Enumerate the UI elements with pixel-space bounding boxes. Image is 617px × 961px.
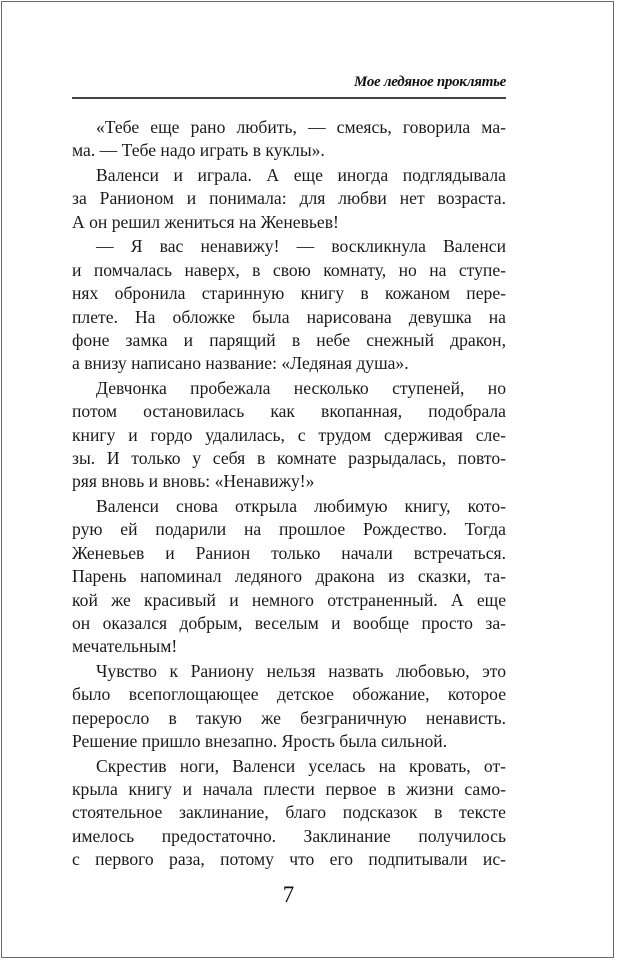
- text-line: нях обронила старинную книгу в кожаном пере-: [72, 283, 506, 304]
- paragraph: [72, 755, 506, 872]
- text-line: стоятельное заклинание, благо подсказок в тексте: [72, 802, 506, 823]
- body-text: [72, 116, 506, 873]
- text-line: переросло в такую же безграничную ненависть.: [72, 707, 506, 728]
- text-line: ряя вновь и вновь: «Ненавижу!»: [72, 471, 315, 492]
- paragraph: [72, 164, 506, 234]
- text-line: Решение пришло внезапно. Ярость была сильной.: [72, 731, 448, 752]
- text-line: с первого раза, потому что его подпитывали ис-: [72, 849, 506, 870]
- text-line: плете. На обложке была нарисована девушка на: [72, 306, 506, 327]
- page-number: 7: [282, 882, 295, 907]
- text-line: крыла книгу и начала плести первое в жизни само-: [72, 779, 506, 800]
- text-line: Парень напоминал ледяного дракона из сказки, та-: [72, 566, 506, 587]
- paragraph: [72, 116, 506, 163]
- text-line: рую ей подарили на прошлое Рождество. Тогда: [72, 519, 506, 540]
- text-line: Валенси и играла. А еще иногда подглядывала: [96, 164, 506, 185]
- paragraph: [72, 495, 506, 659]
- text-line: потом остановилась как вкопанная, подобрала: [72, 401, 506, 422]
- running-head: Мое ледяное проклятье: [354, 74, 506, 90]
- text-line: и помчалась наверх, в свою комнату, но на ступе-: [72, 259, 506, 280]
- text-line: имелось предостаточно. Заклинание получилось: [72, 825, 506, 846]
- text-line: Скрестив ноги, Валенси уселась на кровать, от-: [96, 755, 506, 776]
- text-line: А он решил жениться на Женевьев!: [72, 211, 339, 232]
- text-line: мечательным!: [72, 636, 178, 657]
- text-line: Женевьев и Ранион только начали встречаться.: [72, 542, 506, 563]
- text-line: — Я вас ненавижу! — воскликнула Валенси: [96, 236, 506, 257]
- header-rule: [72, 97, 506, 99]
- paragraph: [72, 235, 506, 375]
- text-line: а внизу написано название: «Ледяная душа».: [72, 353, 409, 374]
- text-line: Девчонка пробежала несколько ступеней, но: [96, 377, 506, 398]
- text-line: Валенси снова открыла любимую книгу, кото-: [96, 496, 506, 516]
- text-line: книгу и гордо удалилась, с трудом сдерживая сле-: [72, 424, 506, 445]
- text-line: он оказался добрым, веселым и вообще просто за-: [72, 612, 506, 633]
- text-line: кой же красивый и немного отстраненный. А еще: [72, 589, 506, 610]
- text-line: Чувство к Раниону нельзя назвать любовью, это: [96, 660, 506, 681]
- text-line: зы. И только у себя в комнате разрыдалась, повто-: [72, 448, 506, 469]
- paragraph: [72, 377, 506, 494]
- text-line: было всепоглощающее детское обожание, которое: [72, 684, 506, 705]
- text-line: за Ранионом и понимала: для любви нет возраста.: [72, 188, 506, 209]
- text-line: ма. — Тебе надо играть в куклы».: [72, 140, 325, 161]
- text-line: «Тебе еще рано любить, — смеясь, говорила ма-: [96, 117, 506, 137]
- text-line: фоне замка и парящий в небе снежный дракон,: [72, 329, 506, 350]
- paragraph: [72, 660, 506, 754]
